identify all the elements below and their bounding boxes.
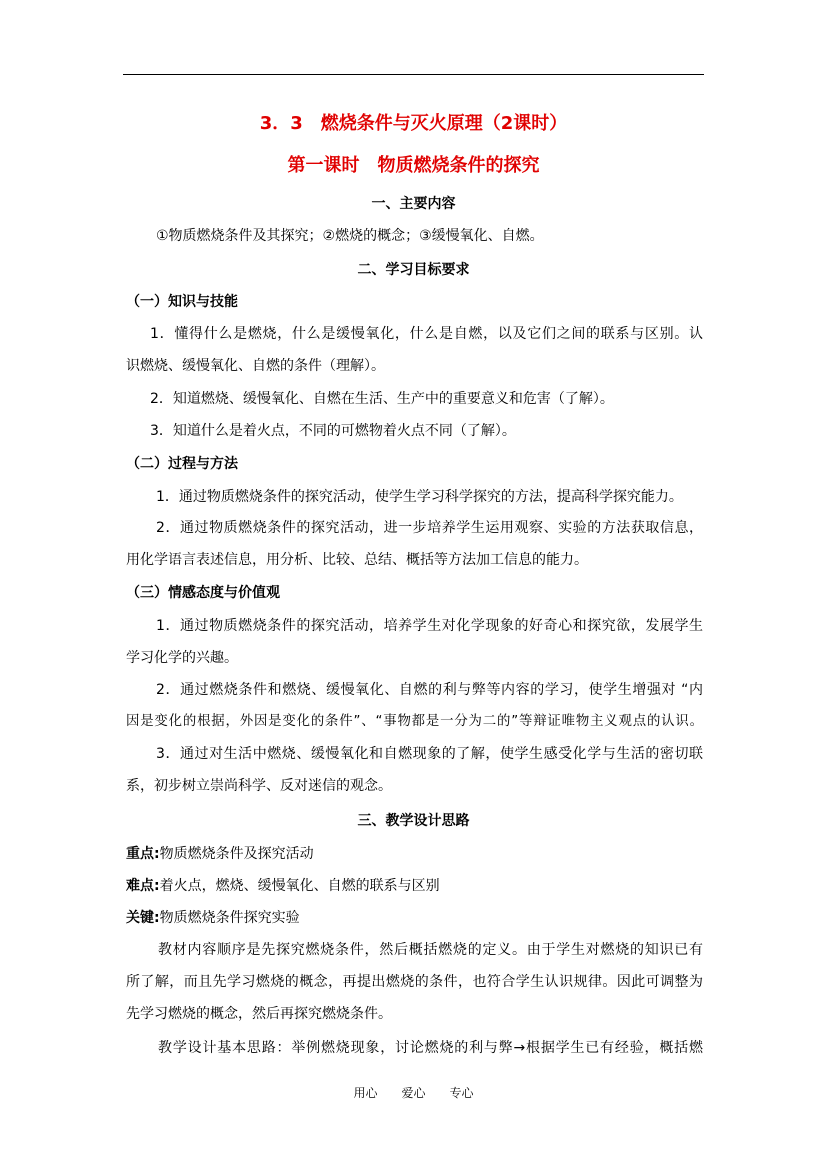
- key-point-label: 重点:: [126, 846, 160, 862]
- section-1-heading: 一、主要内容: [371, 196, 456, 212]
- doc-title: 3．3 燃烧条件与灭火原理（2课时）: [259, 113, 568, 134]
- page-footer: 用心 爱心 专心: [353, 1086, 474, 1100]
- difficult-point: [126, 877, 440, 895]
- subsection-2-heading: （二）过程与方法: [126, 456, 238, 472]
- attitude-item-3-line-1: 3．通过对生活中燃烧、缓慢氧化和自燃现象的了解，使学生感受化学与生活的密切联: [156, 746, 703, 762]
- attitude-item-1-line-2: 学习化学的兴趣。: [126, 650, 238, 666]
- section-2-heading: 二、学习目标要求: [357, 262, 470, 278]
- critical-point: [126, 909, 300, 927]
- attitude-item-3-line-2: 系，初步树立崇尚科学、反对迷信的观念。: [126, 778, 392, 794]
- knowledge-item-1-line-1: 1．懂得什么是燃烧，什么是缓慢氧化，什么是自燃，以及它们之间的联系与区别。认: [150, 326, 703, 342]
- knowledge-item-1-line-2: 识燃烧、缓慢氧化、自燃的条件（理解）。: [126, 358, 385, 374]
- attitude-item-2-line-2: 因是变化的根据，外因是变化的条件”、“事物都是一分为二的”等辩证唯物主义观点的认识。: [126, 714, 703, 729]
- design-paragraph-2-line-1: 教学设计基本思路：举例燃烧现象，讨论燃烧的利与弊→根据学生已有经验，概括燃: [158, 1040, 703, 1056]
- design-paragraph-1-line-2: 所了解，而且先学习燃烧的概念，再提出燃烧的条件，也符合学生认识规律。因此可调整为: [126, 974, 703, 990]
- attitude-item-1-line-1: 1．通过物质燃烧条件的探究活动，培养学生对化学现象的好奇心和探究欲，发展学生: [156, 618, 703, 634]
- design-paragraph-1-line-1: 教材内容顺序是先探究燃烧条件，然后概括燃烧的定义。由于学生对燃烧的知识已有: [158, 942, 703, 958]
- process-item-1: 1．通过物质燃烧条件的探究活动，使学生学习科学探究的方法，提高科学探究能力。: [156, 489, 683, 505]
- design-paragraph-1-line-3: 先学习燃烧的概念，然后再探究燃烧条件。: [126, 1006, 392, 1022]
- section-3-heading: 三、教学设计思路: [357, 813, 470, 829]
- knowledge-item-3: 3．知道什么是着火点，不同的可燃物着火点不同（了解）。: [150, 423, 516, 439]
- key-point-text: 物质燃烧条件及探究活动: [159, 846, 314, 862]
- section-1-content: ①物质燃烧条件及其探究；②燃烧的概念；③缓慢氧化、自燃。: [156, 228, 544, 244]
- subsection-3-heading: （三）情感态度与价值观: [126, 585, 280, 601]
- doc-subtitle: 第一课时 物质燃烧条件的探究: [287, 155, 540, 176]
- process-item-2-line-2: 用化学语言表述信息，用分析、比较、总结、概括等方法加工信息的能力。: [126, 552, 588, 568]
- key-point: [126, 845, 314, 863]
- knowledge-item-2: 2．知道燃烧、缓慢氧化、自燃在生活、生产中的重要意义和危害（了解）。: [150, 391, 614, 407]
- attitude-item-2-line-1: 2．通过燃烧条件和燃烧、缓慢氧化、自燃的利与弊等内容的学习，使学生增强对 “内: [156, 682, 703, 698]
- difficult-point-text: 着火点，燃烧、缓慢氧化、自燃的联系与区别: [159, 878, 440, 894]
- header-rule: [123, 74, 704, 75]
- subsection-1-heading: （一）知识与技能: [126, 294, 238, 310]
- process-item-2-line-1: 2．通过物质燃烧条件的探究活动，进一步培养学生运用观察、实验的方法获取信息，: [156, 520, 703, 536]
- difficult-point-label: 难点:: [126, 878, 160, 894]
- critical-point-label: 关键:: [126, 910, 160, 926]
- critical-point-text: 物质燃烧条件探究实验: [159, 910, 300, 926]
